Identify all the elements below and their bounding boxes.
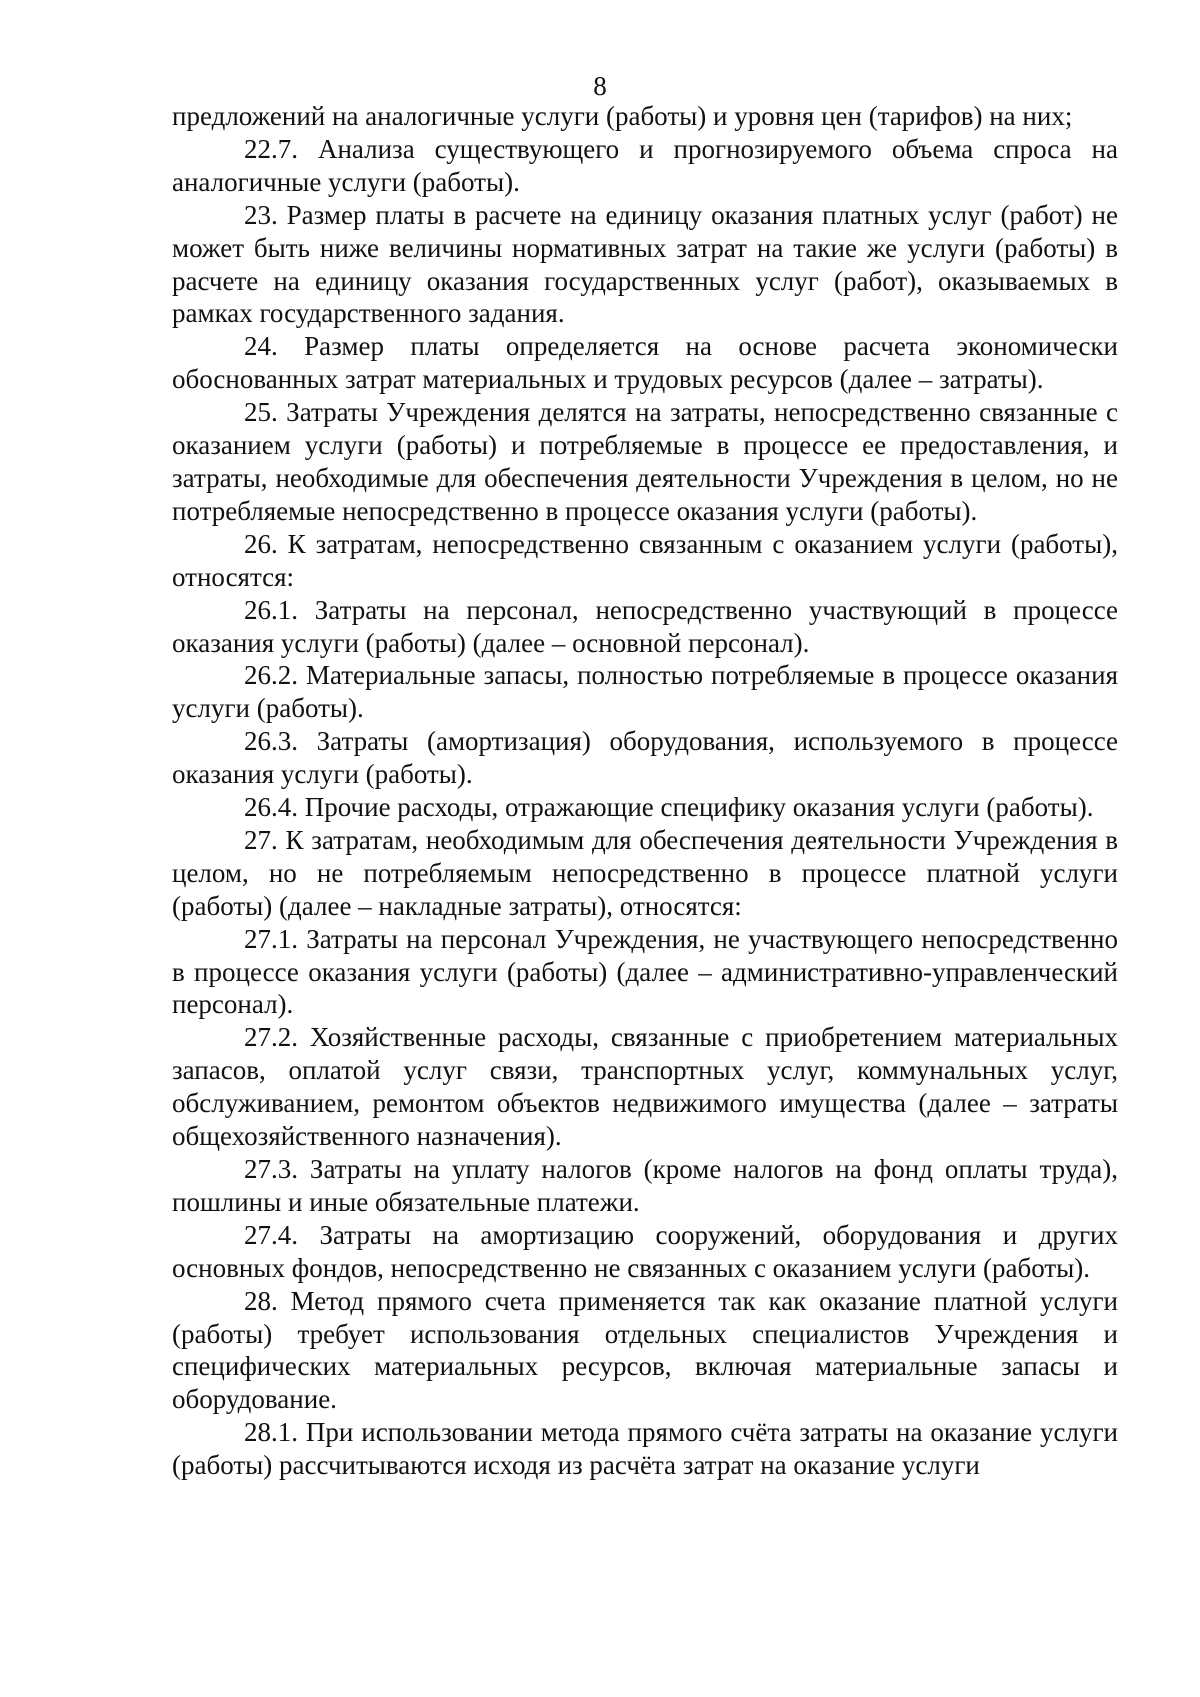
paragraph-26-1: 26.1. Затраты на персонал, непосредственно участвующий в процессе оказания услуги (работы) (далее – основной персонал). bbox=[172, 594, 1118, 658]
paragraph-27-4: 27.4. Затраты на амортизацию сооружений, оборудования и других основных фондов, непосредственно не связанных с оказанием услуги (работы). bbox=[172, 1219, 1118, 1283]
paragraph-26-4: 26.4. Прочие расходы, отражающие специфику оказания услуги (работы). bbox=[244, 792, 1094, 823]
paragraph-22-7: 22.7. Анализа существующего и прогнозируемого объема спроса на аналогичные услуги (работы). bbox=[172, 133, 1118, 197]
paragraph-28-1: 28.1. При использовании метода прямого счёта затраты на оказание услуги (работы) рассчитываются исходя из расчёта затрат на оказание услуги bbox=[172, 1417, 1118, 1481]
paragraph-24: 24. Размер платы определяется на основе расчета экономически обоснованных затрат материальных и трудовых ресурсов (далее – затраты). bbox=[172, 331, 1118, 395]
paragraph-27-2: 27.2. Хозяйственные расходы, связанные с приобретением материальных запасов, оплатой услуг связи, транспортных услуг, коммунальных услуг, обслуживанием, ремонтом объектов недвижимого имущества (далее – затраты общехозяйственного назначения). bbox=[172, 1022, 1118, 1152]
document-body bbox=[172, 100, 1118, 1482]
paragraph-27-1: 27.1. Затраты на персонал Учреждения, не участвующего непосредственно в процессе оказания услуги (работы) (далее – административно-управленческий персонал). bbox=[172, 923, 1118, 1020]
paragraph-23: 23. Размер платы в расчете на единицу оказания платных услуг (работ) не может быть ниже величины нормативных затрат на такие же услуги (работы) в расчете на единицу оказания государственных услуг (работ), оказываемых в рамках государственного задания. bbox=[172, 199, 1118, 329]
paragraph-continuation: предложений на аналогичные услуги (работы) и уровня цен (тарифов) на них; bbox=[172, 101, 1073, 131]
paragraph-27-3: 27.3. Затраты на уплату налогов (кроме налогов на фонд оплаты труда), пошлины и иные обязательные платежи. bbox=[172, 1154, 1118, 1217]
paragraph-26-2: 26.2. Материальные запасы, полностью потребляемые в процессе оказания услуги (работы). bbox=[172, 660, 1118, 724]
paragraph-28: 28. Метод прямого счета применяется так как оказание платной услуги (работы) требует использования отдельных специалистов Учреждения и специфических материальных ресурсов, включая материальные запасы и оборудование. bbox=[172, 1285, 1118, 1415]
paragraph-26: 26. К затратам, непосредственно связанным с оказанием услуги (работы), относятся: bbox=[172, 528, 1118, 592]
paragraph-25: 25. Затраты Учреждения делятся на затраты, непосредственно связанные с оказанием услуги (работы) и потребляемые в процессе ее предоставления, и затраты, необходимые для обеспечения деятельности Учреждения в целом, но не потребляемые непосредственно в процессе оказания услуги (работы). bbox=[172, 397, 1118, 526]
paragraph-26-3: 26.3. Затраты (амортизация) оборудования, используемого в процессе оказания услуги (работы). bbox=[172, 726, 1118, 790]
paragraph-27: 27. К затратам, необходимым для обеспечения деятельности Учреждения в целом, но не потребляемым непосредственно в процессе платной услуги (работы) (далее – накладные затраты), относятся: bbox=[172, 824, 1118, 921]
page-number: 8 bbox=[593, 71, 607, 101]
